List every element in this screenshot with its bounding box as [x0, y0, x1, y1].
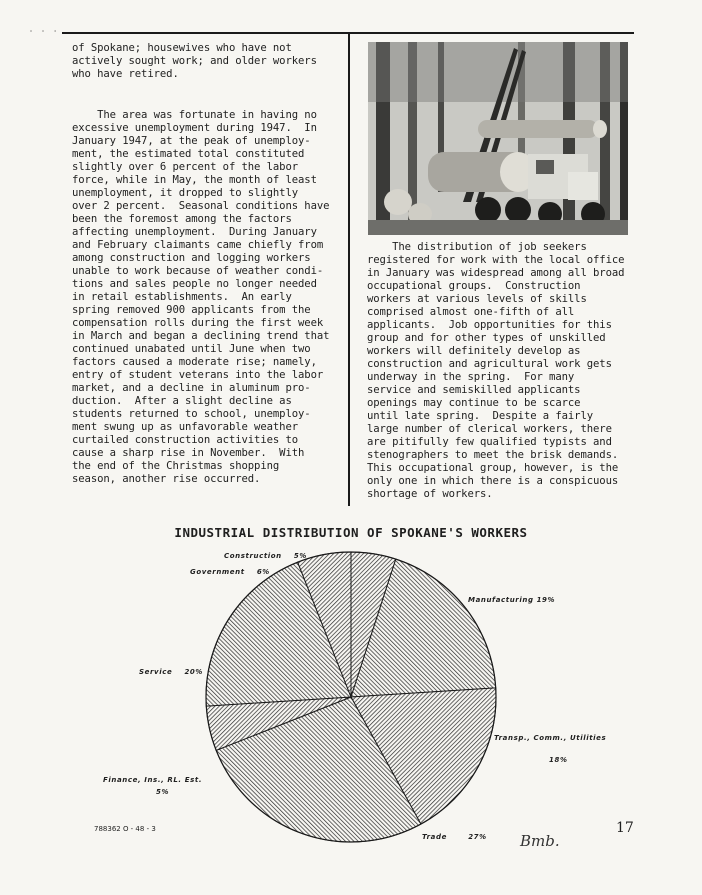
right-column-paragraph: The distribution of job seekers registered for work with the local office in January was widespread among all broad occupational groups. Construction workers at various levels of skills comprised almost one-fifth of all applicants. Job opportunities for this group and for other types of unskilled workers will definitely develop as construction and agricultural work gets underway in the spring. For many service and semiskilled applicants openings may continue to be scarce until late spring. Despite a fairly large number of clerical workers, there are pitifully few qualified typists and stenographers to meet the brisk demands. This occupational group, however, is the only one in which there is a conspicuous shortage of workers.: [367, 241, 625, 500]
handwritten-initials: Bmb.: [520, 832, 560, 850]
chart-title: INDUSTRIAL DISTRIBUTION OF SPOKANE'S WORKERS: [174, 525, 528, 540]
label-service: Service 20%: [139, 668, 204, 676]
left-column-fragment: of Spokane; housewives who have not actively sought work; and older workers who have retired.: [72, 42, 317, 80]
page-number: 17: [616, 820, 634, 836]
label-trade: Trade 27%: [422, 833, 487, 841]
label-manufacturing: Manufacturing 19%: [468, 596, 556, 604]
print-code: 788362 O - 48 - 3: [94, 825, 156, 833]
label-finance: Finance, Ins., RL. Est.: [103, 776, 203, 784]
margin-marks: ˙ ˙ ˙: [28, 30, 59, 41]
label-finance-pct: 5%: [156, 788, 170, 796]
left-column-paragraph: The area was fortunate in having no excessive unemployment during 1947. In January 1947, at the peak of unemploy- ment, the estimated total constituted slightly over 6 percent of the labor force, while in May, the month of least unemployment, it dropped to slightly over 2 percent. Seasonal conditions have been the foremost among the factors affecting unemployment. During January and February claimants came chiefly from among construction and logging workers unable to work because of weather condi- tions and sales people no longer needed in retail establishments. An early spring removed 900 applicants from the compensation rolls during the first week in March and began a declining trend that continued unabated until June when two factors caused a moderate rise; namely, entry of student veterans into the labor market, and a decline in aluminum pro- duction. After a slight decline as students returned to school, unemploy- ment swung up as unfavorable weather curtailed construction activities to cause a sharp rise in November. With the end of the Christmas shopping season, another rise occurred.: [72, 109, 330, 485]
label-transp: Transp., Comm., Utilities: [494, 734, 607, 742]
label-construction: Construction 5%: [224, 552, 307, 560]
label-government: Government 6%: [190, 568, 270, 576]
label-transp-pct: 18%: [549, 756, 568, 764]
